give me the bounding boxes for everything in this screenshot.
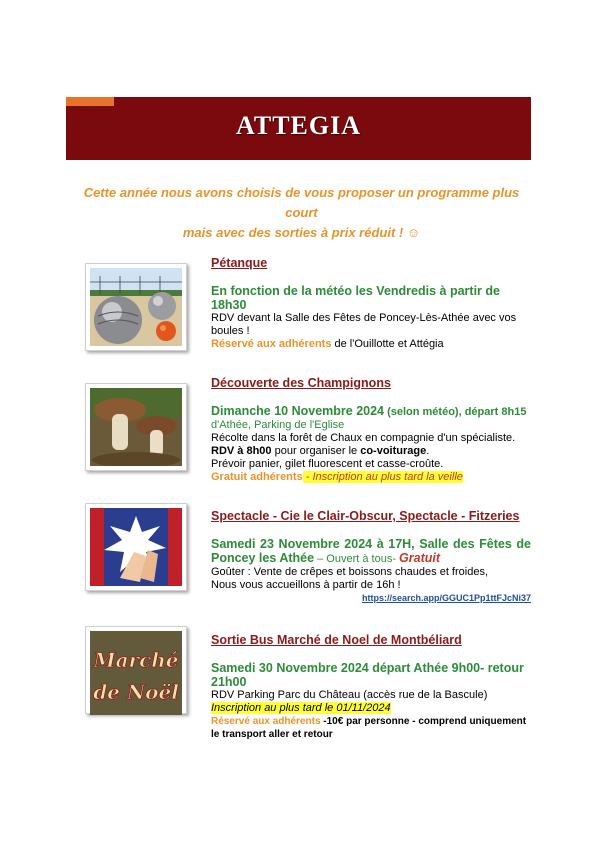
event-rdv [211, 445, 531, 458]
petanque-image [85, 263, 187, 351]
rdv-time: RDV à 8h00 [211, 445, 272, 457]
reserved-label: Réservé aux adhérents [211, 716, 321, 727]
inscription-note: Inscription au plus tard le 01/11/2024 [211, 702, 391, 714]
event-date-main: Dimanche 10 Novembre 2024 [211, 404, 385, 418]
free-label: Gratuit [399, 551, 441, 565]
event-inscription [211, 702, 531, 715]
header-banner [66, 97, 531, 160]
event-marche-noel [211, 634, 531, 741]
event-description: RDV devant la Salle des Fêtes de Poncey-Lès-Athée avec vos boules ! [211, 312, 517, 337]
event-date: En fonction de la météo les Vendredis à partir de 18h30 [211, 284, 500, 312]
event-description: Goûter : Vente de crêpes et boissons chaudes et froides, [211, 566, 489, 578]
event-title: Découverte des Champignons [211, 376, 391, 390]
covoiturage: co-voiturage [360, 445, 427, 457]
event-title: Spectacle - Cie le Clair-Obscur, Spectacle - Fitzeries [211, 509, 520, 523]
event-title: Pétanque [211, 256, 268, 270]
intro-text [70, 183, 533, 243]
rdv-end: . [426, 445, 430, 457]
event-champignons [211, 377, 531, 484]
image-text-noel: de Noël [93, 680, 179, 704]
mushroom-image [85, 383, 187, 471]
event-open-to-all: – Ouvert à tous- [314, 553, 400, 565]
event-date-detail: (selon météo), départ 8h15 [384, 406, 527, 418]
free-label: Gratuit adhérents [211, 471, 303, 483]
event-welcome: Nous vous accueillons à partir de 16h ! [211, 579, 401, 591]
price-detail: -10€ par personne - comprend uniquement le transport aller et retour [211, 716, 527, 740]
event-meeting-place: d'Athée, Parking de l'Eglise [211, 419, 345, 431]
event-reserved [211, 338, 531, 351]
intro-line-2: mais avec des sorties à prix réduit ! ☺ [182, 225, 421, 240]
rdv-text: pour organiser le [271, 445, 361, 457]
event-price [211, 715, 531, 741]
event-description: Récolte dans la forêt de Chaux en compagnie d'un spécialiste. [211, 432, 516, 444]
event-date: Samedi 30 Novembre 2024 départ Athée 9h00- retour 21h00 [211, 661, 524, 689]
event-date-main: Samedi 23 Novembre 2024 à 17H, Salle des Fêtes de Poncey les Athée [211, 537, 531, 565]
event-link[interactable]: https://search.app/GGUC1Pp1ttFJcNi37 [361, 593, 531, 603]
event-date [211, 404, 531, 419]
inscription-note: - Inscription au plus tard la veille [302, 471, 463, 483]
image-text-marche: Marché [93, 648, 179, 672]
event-title: Sortie Bus Marché de Noel de Montbéliard [211, 633, 462, 647]
event-equipment: Prévoir panier, gilet fluorescent et casse-croûte. [211, 458, 444, 470]
event-spectacle [211, 510, 531, 605]
reserved-detail: de l'Ouillotte et Attégia [331, 338, 444, 350]
event-petanque [211, 257, 531, 351]
spectacle-image [85, 503, 187, 591]
banner-corner-accent [66, 97, 114, 106]
event-price [211, 471, 531, 484]
reserved-label: Réservé aux adhérents [211, 338, 332, 350]
page-title: ATTEGIA [236, 111, 361, 140]
event-date [211, 537, 531, 566]
intro-line-1: Cette année nous avons choisis de vous proposer un programme plus court [83, 185, 520, 220]
event-meeting-place: RDV Parking Parc du Château (accès rue de la Bascule) [211, 689, 488, 701]
christmas-market-image [85, 626, 187, 714]
